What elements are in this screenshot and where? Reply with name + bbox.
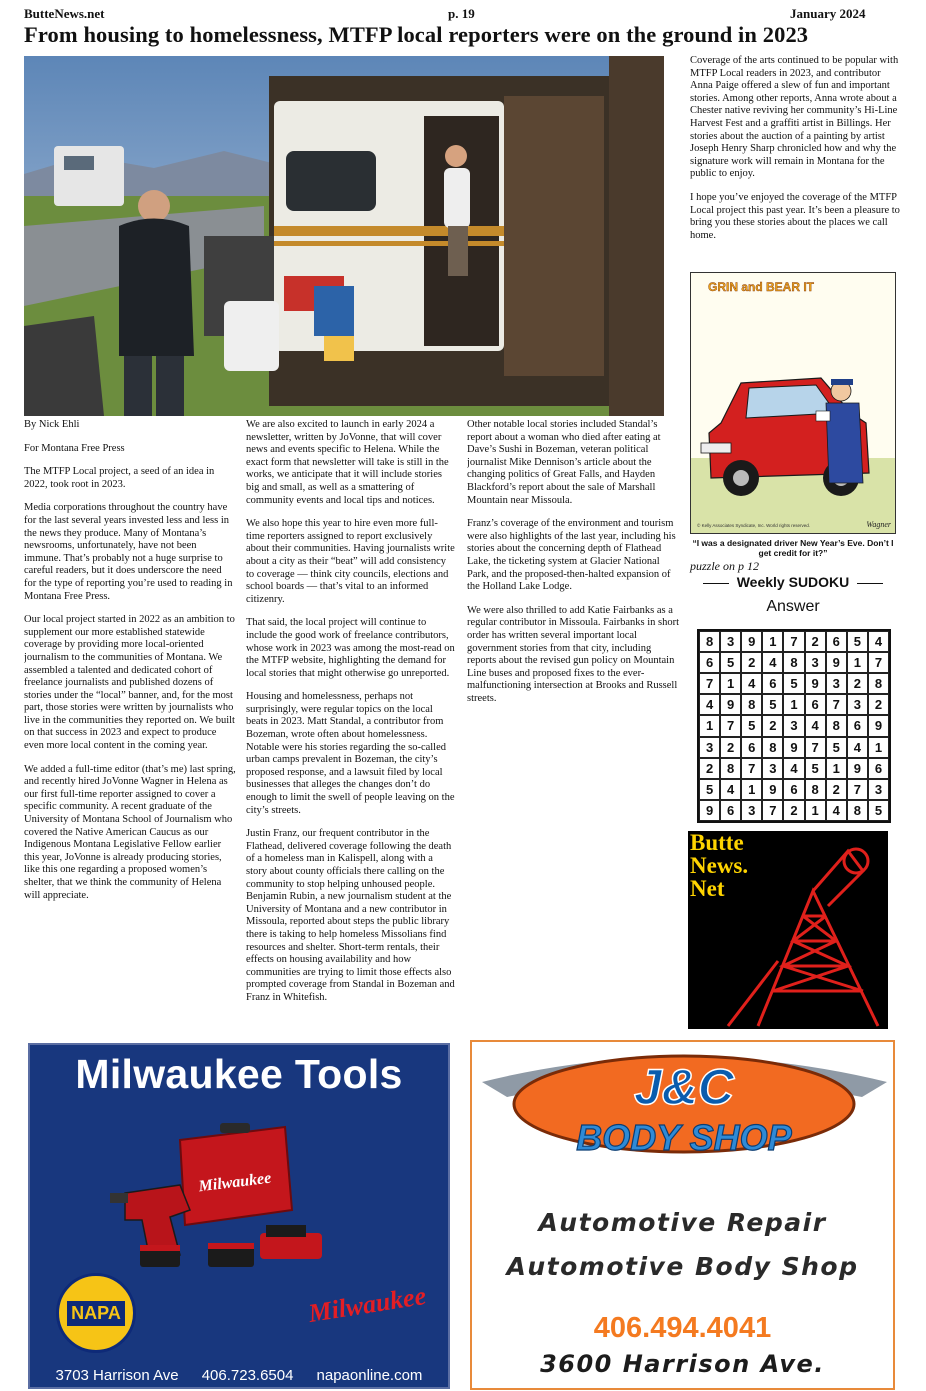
page-number: p. 19 (448, 6, 475, 21)
article-paragraph: I hope you’ve enjoyed the coverage of the MTFP Local project this past year. It’s been a pleasure to bring you these stories about the places we call home. (690, 191, 900, 241)
sudoku-cell: 4 (741, 673, 762, 694)
sudoku-cell: 1 (868, 737, 889, 758)
article-paragraph: We are also excited to launch in early 2024 a newsletter, written by JoVonne, that will cover news and events specific to Helena. While the exact form that newsletter will take is still in the works, we anticipate that it will include stories big and small, as well as a smattering of community events and local tips and notices. (246, 419, 449, 506)
sudoku-cell: 8 (741, 694, 762, 715)
sudoku-cell: 6 (868, 758, 889, 779)
comic-signature: Wagner (866, 520, 891, 529)
sudoku-cell: 3 (720, 631, 741, 652)
byline: By Nick Ehli (24, 419, 80, 430)
article-paragraph: We also hope this year to hire even more full-time reporters assigned to report exclusively about their communities. Having journalists write about a city as their “beat” will add consistency to coverage — think city councils, elections and school boards — that’s vital to an informed citizenry. (246, 518, 455, 605)
sudoku-cell: 9 (720, 694, 741, 715)
article-paragraph: Franz’s coverage of the environment and tourism were also highlights of the last year, including his stories about the concerning depth of Flathead Lake, the ticketing system at Glacier National Park, and the proposed-then-halted expansion of the Holland Lake Lodge. (467, 518, 676, 593)
sudoku-cell: 6 (805, 694, 826, 715)
sudoku-cell: 2 (783, 800, 804, 821)
napa-logo (56, 1273, 136, 1353)
title-rule-left (703, 583, 729, 585)
sudoku-cell: 2 (741, 652, 762, 673)
sudoku-cell: 1 (699, 715, 720, 736)
sudoku-cell: 7 (826, 694, 847, 715)
sudoku-cell: 2 (805, 631, 826, 652)
sudoku-cell: 2 (762, 715, 783, 736)
sudoku-cell: 9 (762, 779, 783, 800)
issue-date: January 2024 (790, 6, 866, 21)
article-column-1 (24, 419, 236, 1047)
milwaukee-tools-ad (28, 1043, 450, 1389)
ad-address: 3600 Harrison Ave. (540, 1350, 825, 1378)
sudoku-cell: 9 (847, 758, 868, 779)
sudoku-cell: 7 (783, 631, 804, 652)
sudoku-cell: 5 (741, 715, 762, 736)
title-rule-right (857, 583, 883, 585)
sudoku-cell: 1 (720, 673, 741, 694)
ad-footer (30, 1367, 448, 1384)
sudoku-cell: 1 (783, 694, 804, 715)
sudoku-cell: 7 (741, 758, 762, 779)
sudoku-cell: 5 (805, 758, 826, 779)
article-paragraph: We were also thrilled to add Katie Fairbanks as a regular contributor in Missoula. Fairbanks in short order has written several important local government stories from that city, including reports about the revised gun policy on Mountain Line buses and proposed fixes to the ever-malfunctioning intersection at Brooks and Russell streets. (467, 604, 679, 704)
comic-title: GRIN and BEAR IT (707, 280, 815, 294)
jc-logo-emblem (472, 1042, 895, 1172)
sudoku-cell: 8 (826, 715, 847, 736)
case-brand-text: Milwaukee (197, 1169, 273, 1196)
butte-news-logo (688, 831, 888, 1029)
sudoku-cell: 9 (868, 715, 889, 736)
article-column-2 (246, 419, 456, 1046)
sudoku-cell: 3 (868, 779, 889, 800)
sudoku-cell: 2 (699, 758, 720, 779)
sudoku-cell: 3 (805, 652, 826, 673)
sudoku-cell: 7 (762, 800, 783, 821)
sudoku-cell: 6 (741, 737, 762, 758)
sudoku-cell: 3 (783, 715, 804, 736)
comic-caption: “I was a designated driver New Year’s Eve. Don’t I get credit for it?” (692, 538, 894, 558)
logo-line: Net (690, 876, 725, 901)
sudoku-cell: 2 (826, 779, 847, 800)
sudoku-cell: 4 (868, 631, 889, 652)
puzzle-reference: puzzle on p 12 (690, 559, 759, 573)
sudoku-cell: 6 (847, 715, 868, 736)
sudoku-cell: 1 (762, 631, 783, 652)
sudoku-cell: 9 (699, 800, 720, 821)
sudoku-cell: 8 (868, 673, 889, 694)
sudoku-cell: 2 (868, 694, 889, 715)
ad-title: Milwaukee Tools (75, 1051, 403, 1097)
sudoku-cell: 5 (699, 779, 720, 800)
byline-affiliation: For Montana Free Press (24, 442, 125, 454)
article-paragraph: The MTFP Local project, a seed of an idea in 2022, took root in 2023. (24, 466, 215, 490)
sudoku-cell: 6 (720, 800, 741, 821)
sudoku-title-text: Weekly SUDOKU (736, 574, 850, 590)
logo-line: News. (690, 853, 749, 878)
sudoku-answer-label: Answer (766, 598, 820, 615)
sudoku-cell: 8 (783, 652, 804, 673)
sudoku-cell: 4 (783, 758, 804, 779)
article-column-4 (690, 55, 902, 265)
logo-line: Butte (690, 831, 744, 855)
article-paragraph: Coverage of the arts continued to be popular with MTFP Local readers in 2023, and contributor Anna Paige offered a slew of fun and important stories. Among other reports, Anna wrote about a Chester native reviving her community’s Hi-Line Harvest Fest and a graffiti artist in Billings. Her stories about the auction of a painting by artist Joseph Henry Sharp chronicled how and why the signature work will remain in Montana for the public to enjoy. (690, 55, 899, 180)
sudoku-cell: 5 (783, 673, 804, 694)
article-paragraph: Justin Franz, our frequent contributor in the Flathead, delivered coverage following the death of a homeless man in Kalispell, along with a story about county officials there calling on the community to stop helping unhoused people. Benjamin Rubin, a new journalism student at the University of Montana and a new contributor in Missoula, reported about steps the public library there is taking to help homeless Missolians find resources and shelter. Short-term rentals, their effects on housing availability and how communities are trying to limit those effects also prompted coverage from Standal in Bozeman and Franz in Whitefish. (246, 828, 455, 1003)
ad-website: napaonline.com (316, 1367, 423, 1384)
comic-strip (690, 272, 896, 534)
sudoku-cell: 3 (762, 758, 783, 779)
sudoku-cell: 4 (826, 800, 847, 821)
sudoku-cell: 4 (805, 715, 826, 736)
sudoku-cell: 9 (805, 673, 826, 694)
napa-text: NAPA (67, 1301, 125, 1326)
sudoku-cell: 8 (699, 631, 720, 652)
sudoku-cell: 6 (783, 779, 804, 800)
site-name: ButteNews.net (24, 6, 105, 21)
article-paragraph: We added a full-time editor (that’s me) last spring, and recently hired JoVonne Wagner in Helena as our first full-time reporter assigned to cover a specific community. A recent graduate of the University of Montana School of Journalism who covered the Native American Caucus as our Indigenous Montana Legislative Fellow earlier this year, JoVonne is already producing stories, like this one regarding a proposed women’s shelter, that we think the community of Helena will appreciate. (24, 763, 236, 901)
jc-body-shop-ad (470, 1040, 895, 1390)
jc-brand-bottom: BODY SHOP (576, 1117, 792, 1158)
ad-address: 3703 Harrison Ave (55, 1367, 179, 1384)
sudoku-cell: 2 (720, 737, 741, 758)
sudoku-cell: 7 (847, 779, 868, 800)
logo-text (690, 831, 748, 900)
comic-illustration (691, 273, 896, 534)
article-paragraph: Our local project started in 2022 as an ambition to supplement our more established statewide coverage by providing more local-oriented journalism to the communities of Montana. We assembled a talented and dedicated cohort of freelance journalists and published dozens of stories under the “local” banner, and, for the most part, those stories were written by journalists who live in the communities they reported on. We built on that success in 2023 and expect to produce even more local content in the coming year. (24, 614, 235, 752)
sudoku-cell: 7 (868, 652, 889, 673)
sudoku-cell: 8 (762, 737, 783, 758)
sudoku-cell: 3 (826, 673, 847, 694)
sudoku-cell: 8 (720, 758, 741, 779)
ad-phone: 406.723.6504 (201, 1367, 294, 1384)
ad-tagline: Automotive Repair (538, 1208, 827, 1237)
sudoku-cell: 4 (847, 737, 868, 758)
sudoku-cell: 1 (847, 652, 868, 673)
sudoku-cell: 7 (699, 673, 720, 694)
sudoku-cell: 5 (847, 631, 868, 652)
homeless-camp-camper-photo (24, 56, 664, 416)
sudoku-cell: 5 (720, 652, 741, 673)
sudoku-cell: 3 (699, 737, 720, 758)
jc-brand-top: J&C (633, 1059, 735, 1115)
sudoku-cell: 6 (826, 631, 847, 652)
sudoku-cell: 2 (847, 673, 868, 694)
sudoku-cell: 9 (826, 652, 847, 673)
sudoku-cell: 3 (847, 694, 868, 715)
sudoku-title (690, 574, 896, 590)
sudoku-cell: 1 (741, 779, 762, 800)
comic-copyright: © Kelly Associates Syndicate, Inc. World rights reserved. (697, 523, 811, 528)
sudoku-cell: 4 (720, 779, 741, 800)
sudoku-cell: 5 (868, 800, 889, 821)
page-title: From housing to homelessness, MTFP local reporters were on the ground in 2023 (24, 22, 809, 47)
sudoku-grid (697, 629, 891, 823)
ad-tagline: Automotive Body Shop (506, 1252, 859, 1281)
article-paragraph: That said, the local project will continue to include the good work of freelance contributors, whose work in 2023 was among the most-read on the MTFP website, highlighting the demand for local stories that might otherwise go unreported. (246, 617, 455, 679)
article-paragraph: Other notable local stories included Standal’s report about a woman who died after eating at Dave’s Sushi in Bozeman, veteran political journalist Mike Dennison’s article about the changing politics of Great Falls, and Hayden Blackford’s report about the sale of Marshall Mountain near Missoula. (467, 419, 661, 506)
article-photo (24, 56, 664, 416)
sudoku-cell: 7 (720, 715, 741, 736)
milwaukee-brand-logo: Milwaukee (306, 1280, 428, 1329)
sudoku-cell: 6 (762, 673, 783, 694)
article-column-3 (467, 419, 679, 1030)
sudoku-cell: 7 (805, 737, 826, 758)
sudoku-cell: 8 (805, 779, 826, 800)
sudoku-cell: 1 (826, 758, 847, 779)
ad-phone: 406.494.4041 (593, 1312, 772, 1344)
sudoku-cell: 9 (783, 737, 804, 758)
sudoku-cell: 4 (699, 694, 720, 715)
sudoku-cell: 3 (741, 800, 762, 821)
sudoku-cell: 5 (826, 737, 847, 758)
sudoku-cell: 5 (762, 694, 783, 715)
article-paragraph: Housing and homelessness, perhaps not surprisingly, were regular topics on the local beats in 2023. Matt Standal, a contributor from Bozeman, wrote often about homelessness. Notable were his stories regarding the so-called urban camps prevalent in Bozeman, the city’s proposed response, and a lawsuit filed by local businesses that alleges the changes don’t do enough to limit the swell of people leaving on the city’s streets. (246, 691, 455, 816)
sudoku-cell: 1 (805, 800, 826, 821)
sudoku-cell: 9 (741, 631, 762, 652)
article-paragraph: Media corporations throughout the country have for the last several years invested less and less in the news they produce. Many of Montana’s newsrooms, unfortunately, have not been immune. That’s probably not a huge surprise to careful readers, but it does underscore the need for the type of reporting you’re used to reading in Montana Free Press. (24, 502, 233, 602)
sudoku-cell: 8 (847, 800, 868, 821)
sudoku-cell: 4 (762, 652, 783, 673)
sudoku-cell: 6 (699, 652, 720, 673)
